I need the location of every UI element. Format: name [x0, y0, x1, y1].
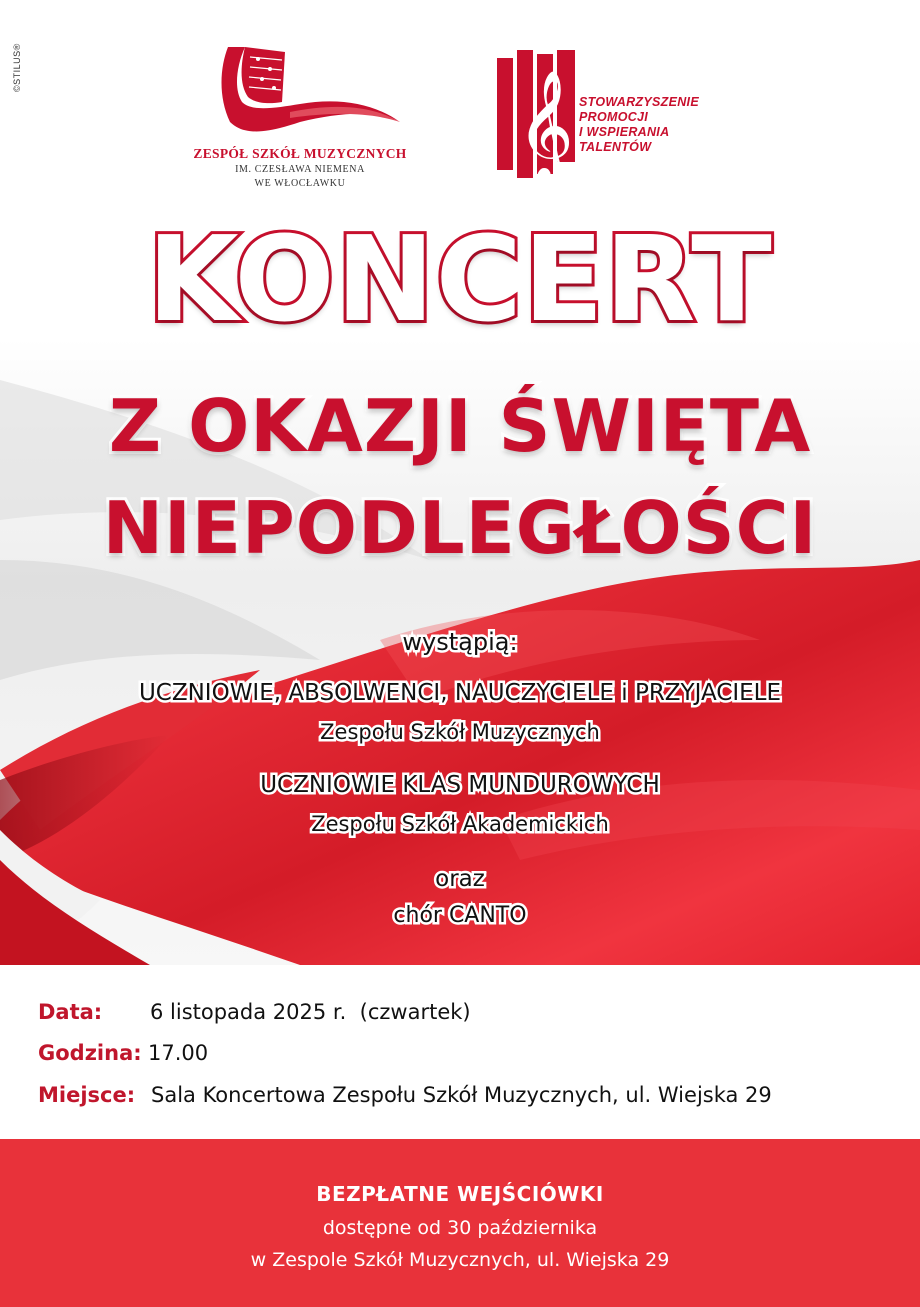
tickets-location: w Zespole Szkół Muzycznych, ul. Wiejska 29	[250, 1249, 670, 1271]
school-name: ZESPÓŁ SZKÓŁ MUZYCZNYCH	[193, 146, 407, 161]
association-name	[579, 95, 699, 155]
headline-subtitle: Z OKAZJI ŚWIĘTA	[108, 384, 812, 468]
school-logo	[190, 42, 410, 192]
school-patron: IM. CZESŁAWA NIEMENA	[235, 164, 365, 175]
time-label: Godzina:	[38, 1041, 142, 1065]
performer-school: Zespołu Szkół Akademickich	[311, 812, 609, 836]
svg-text:𝄞: 𝄞	[517, 69, 574, 180]
association-name-line: PROMOCJI	[579, 110, 649, 124]
association-name-line: TALENTÓW	[579, 140, 652, 154]
association-name-line: STOWARZYSZENIE	[579, 95, 699, 109]
school-city: WE WŁOCŁAWKU	[254, 178, 346, 189]
performer-group: UCZNIOWIE KLAS MUNDUROWYCH	[260, 772, 660, 798]
date-value: 6 listopada 2025 r. (czwartek)	[150, 1000, 471, 1024]
place-label: Miejsce:	[38, 1083, 136, 1107]
headline-title: KONCERT	[147, 210, 773, 348]
association-name-line: I WSPIERANIA	[579, 125, 670, 139]
tickets-banner	[0, 1139, 920, 1307]
performer-school: Zespołu Szkół Muzycznych	[320, 720, 600, 744]
copyright-mark: ©STILUS®	[12, 43, 22, 92]
performers-intro: wystąpią:	[402, 628, 518, 656]
tickets-availability: dostępne od 30 października	[322, 1217, 598, 1239]
association-logo	[495, 50, 735, 190]
time-value: 17.00	[148, 1041, 209, 1065]
headline-subtitle-2: NIEPODLEGŁOŚCI	[102, 486, 818, 570]
music-sheet-icon	[190, 42, 410, 147]
place-value: Sala Koncertowa Zespołu Szkół Muzycznych, ul. Wiejska 29	[151, 1083, 772, 1107]
performer-group: UCZNIOWIE, ABSOLWENCI, NAUCZYCIELE i PRZYJACIELE	[138, 680, 782, 706]
tickets-title: BEZPŁATNE WEJŚCIÓWKI	[316, 1182, 604, 1206]
performer-group: chór CANTO	[393, 903, 527, 928]
treble-clef-icon	[495, 50, 577, 180]
performers-conjunction: oraz	[435, 866, 485, 892]
date-label: Data:	[38, 1000, 103, 1024]
